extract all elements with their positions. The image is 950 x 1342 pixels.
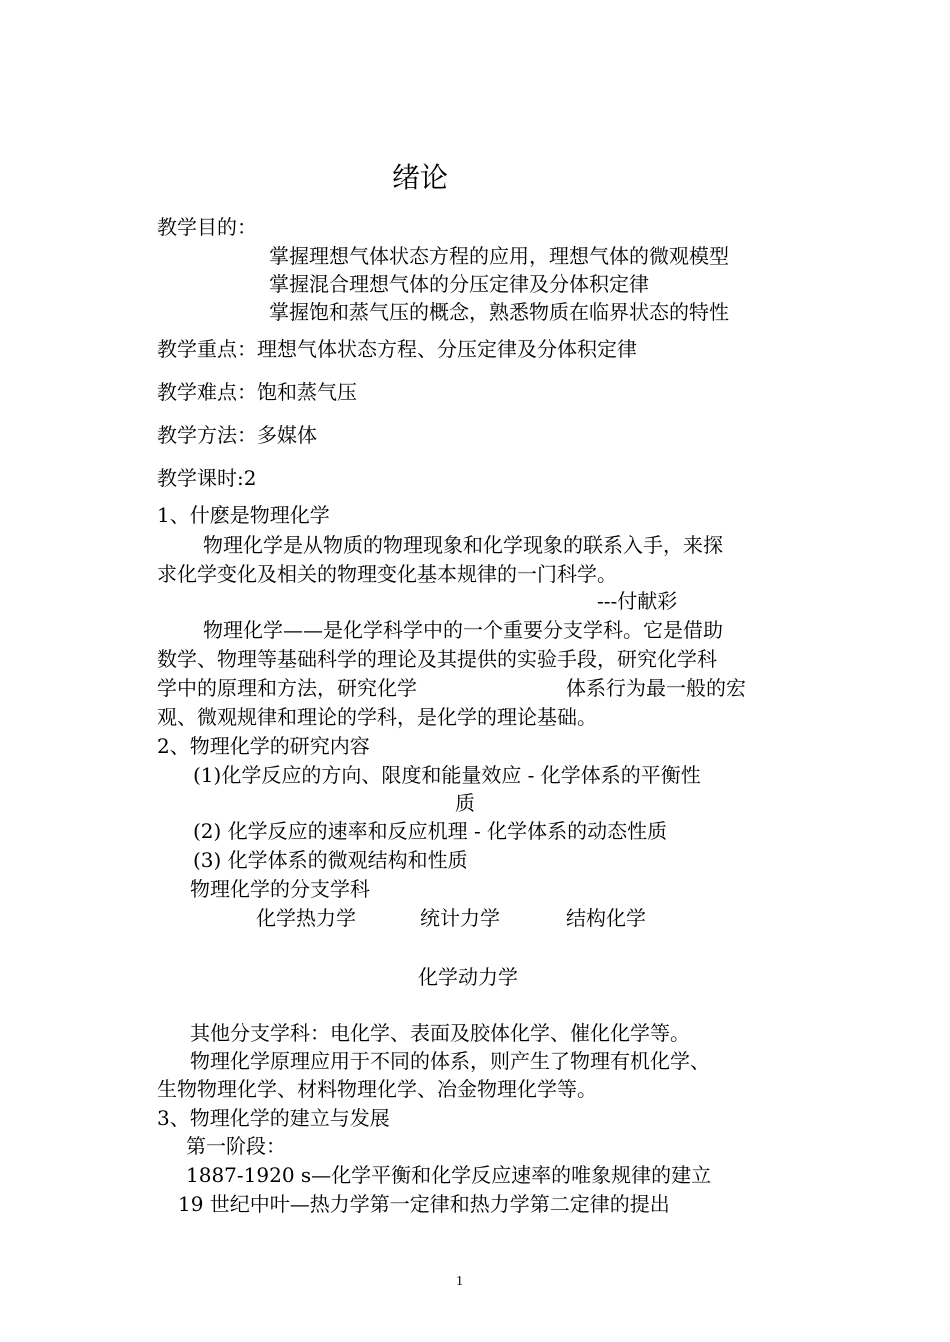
other-branches: 其他分支学科：电化学、表面及胶体化学、催化化学等。: [190, 1021, 690, 1045]
research-item: (2) 化学反应的速率和反应机理 - 化学体系的动态性质: [193, 819, 668, 843]
teaching-focus: 教学重点：理想气体状态方程、分压定律及分体积定律: [157, 337, 637, 361]
section-2-heading: 2、物理化学的研究内容: [157, 734, 370, 758]
section-3-heading: 3、物理化学的建立与发展: [157, 1106, 390, 1130]
branch-label: 化学动力学: [418, 965, 518, 989]
timeline-item: 1887-1920 s—化学平衡和化学反应速率的唯象规律的建立: [186, 1163, 712, 1187]
teaching-method: 教学方法：多媒体: [157, 423, 317, 447]
section-1-heading: 1、什麽是物理化学: [157, 503, 330, 527]
timeline-item: 19 世纪中叶—热力学第一定律和热力学第二定律的提出: [178, 1192, 670, 1216]
paragraph-line: 物理化学是从物质的物理现象和化学现象的联系入手，来探: [203, 533, 723, 557]
objective-line: 掌握饱和蒸气压的概念，熟悉物质在临界状态的特性: [269, 300, 729, 324]
research-item: 质: [455, 791, 475, 815]
teaching-hours: 教学课时:2: [157, 466, 257, 490]
branch-label: 结构化学: [566, 906, 646, 930]
research-item: (1)化学反应的方向、限度和能量效应 - 化学体系的平衡性: [193, 763, 701, 787]
attribution: ---付献彩: [597, 589, 678, 613]
page-title: 绪论: [392, 161, 449, 194]
paragraph-line: 物理化学原理应用于不同的体系，则产生了物理有机化学、: [190, 1049, 710, 1073]
branch-label: 统计力学: [420, 906, 500, 930]
stage-label: 第一阶段：: [186, 1134, 286, 1158]
objective-line: 掌握理想气体状态方程的应用，理想气体的微观模型: [269, 244, 729, 268]
paragraph-line: 学中的原理和方法，研究化学: [157, 676, 417, 700]
paragraph-line: 观、微观规律和理论的学科，是化学的理论基础。: [157, 705, 597, 729]
branch-label: 化学热力学: [256, 906, 356, 930]
paragraph-line: 数学、物理等基础科学的理论及其提供的实验手段，研究化学科: [157, 647, 717, 671]
objective-line: 掌握混合理想气体的分压定律及分体积定律: [269, 272, 649, 296]
paragraph-line: 体系行为最一般的宏: [566, 676, 746, 700]
page-number: 1: [456, 1274, 463, 1289]
paragraph-line: 生物物理化学、材料物理化学、冶金物理化学等。: [157, 1077, 597, 1101]
research-item: (3) 化学体系的微观结构和性质: [193, 848, 468, 872]
paragraph-line: 物理化学——是化学科学中的一个重要分支学科。它是借助: [203, 618, 723, 642]
paragraph-line: 求化学变化及相关的物理变化基本规律的一门科学。: [157, 562, 617, 586]
branches-heading: 物理化学的分支学科: [190, 877, 370, 901]
objectives-label: 教学目的：: [157, 215, 257, 239]
teaching-difficulty: 教学难点：饱和蒸气压: [157, 380, 357, 404]
